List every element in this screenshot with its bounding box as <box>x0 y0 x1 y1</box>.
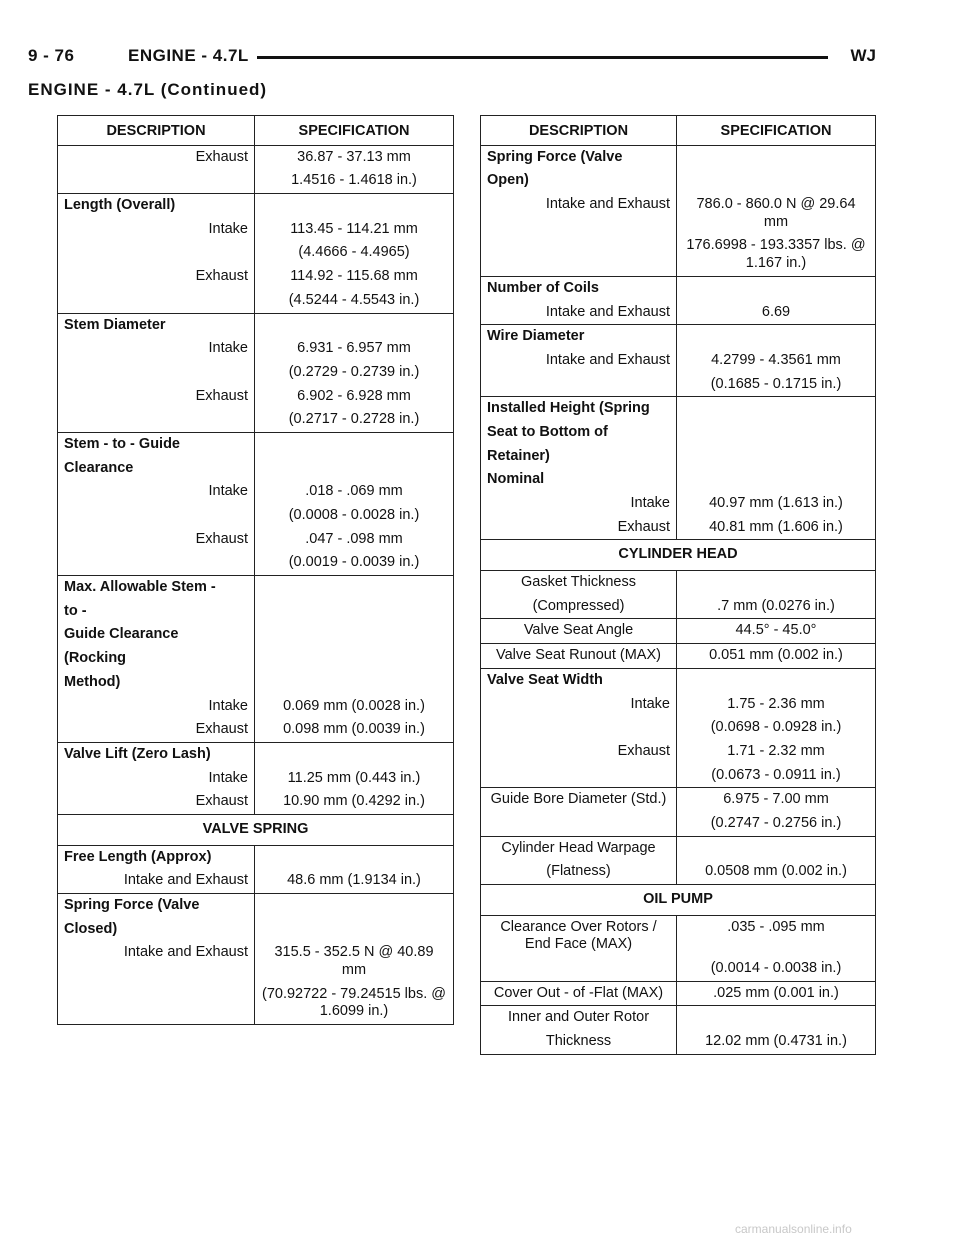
table-row <box>481 301 876 325</box>
table-row <box>58 169 454 193</box>
description-cell: Intake <box>58 695 255 719</box>
description-cell: Thickness <box>481 1030 677 1054</box>
table-row <box>481 169 876 193</box>
specification-cell <box>677 397 876 421</box>
spec-table-right <box>480 115 876 1055</box>
specification-cell: (0.2717 - 0.2728 in.) <box>255 408 454 432</box>
description-cell: Exhaust <box>481 516 677 540</box>
description-cell: Length (Overall) <box>58 194 255 218</box>
description-cell: Intake and Exhaust <box>58 941 255 982</box>
description-cell <box>481 812 677 836</box>
specification-cell: 40.81 mm (1.606 in.) <box>677 516 876 540</box>
model-code: WJ <box>845 46 877 66</box>
table-row <box>58 551 454 575</box>
page-header <box>28 46 876 70</box>
specification-cell: (0.0698 - 0.0928 in.) <box>677 716 876 740</box>
description-cell: Valve Seat Runout (MAX) <box>481 644 677 669</box>
specification-cell: (0.0014 - 0.0038 in.) <box>677 957 876 981</box>
table-row <box>481 788 876 812</box>
specification-cell: 6.902 - 6.928 mm <box>255 385 454 409</box>
table-row <box>481 981 876 1006</box>
specification-cell <box>677 445 876 469</box>
specification-cell <box>255 313 454 337</box>
specification-cell: 10.90 mm (0.4292 in.) <box>255 790 454 814</box>
description-cell: Intake <box>58 218 255 242</box>
table-row <box>58 941 454 982</box>
description-cell: Clearance Over Rotors / End Face (MAX) <box>481 915 677 957</box>
watermark: carmanualsonline.info <box>735 1222 852 1236</box>
description-cell: Valve Seat Angle <box>481 619 677 644</box>
description-cell: Stem - to - Guide <box>58 432 255 456</box>
specification-cell: 12.02 mm (0.4731 in.) <box>677 1030 876 1054</box>
specification-cell: (0.0008 - 0.0028 in.) <box>255 504 454 528</box>
description-cell: Exhaust <box>58 528 255 552</box>
description-cell: Intake <box>481 693 677 717</box>
specification-cell: 113.45 - 114.21 mm <box>255 218 454 242</box>
table-row <box>58 504 454 528</box>
specification-cell: 4.2799 - 4.3561 mm <box>677 349 876 373</box>
table-row <box>58 576 454 600</box>
description-cell: Intake <box>58 337 255 361</box>
specification-cell <box>255 918 454 942</box>
description-cell: Retainer) <box>481 445 677 469</box>
section-title: ENGINE - 4.7L <box>128 46 257 66</box>
description-cell <box>58 983 255 1025</box>
description-cell: Exhaust <box>58 790 255 814</box>
spec-table-left <box>57 115 454 1025</box>
description-cell: Nominal <box>481 468 677 492</box>
description-cell: Intake and Exhaust <box>58 869 255 893</box>
description-cell: Exhaust <box>58 145 255 169</box>
column-header-specification: SPECIFICATION <box>677 116 876 146</box>
description-cell: Installed Height (Spring <box>481 397 677 421</box>
table-row <box>58 194 454 218</box>
description-cell: Open) <box>481 169 677 193</box>
description-cell: Wire Diameter <box>481 325 677 349</box>
specification-cell: .025 mm (0.001 in.) <box>677 981 876 1006</box>
specification-cell: 11.25 mm (0.443 in.) <box>255 767 454 791</box>
table-row <box>481 1006 876 1030</box>
table-row <box>58 918 454 942</box>
table-row <box>58 528 454 552</box>
table-row <box>58 695 454 719</box>
specification-cell: .7 mm (0.0276 in.) <box>677 595 876 619</box>
description-cell <box>481 716 677 740</box>
table-row <box>58 983 454 1025</box>
description-cell: Number of Coils <box>481 276 677 300</box>
table-row <box>481 693 876 717</box>
table-row <box>481 812 876 836</box>
table-row <box>481 957 876 981</box>
table-row <box>58 869 454 893</box>
description-cell: Free Length (Approx) <box>58 845 255 869</box>
specification-cell: .035 - .095 mm <box>677 915 876 957</box>
table-row <box>481 397 876 421</box>
specification-cell <box>255 194 454 218</box>
description-cell <box>481 764 677 788</box>
table-row <box>58 790 454 814</box>
specification-cell <box>677 421 876 445</box>
description-cell: Max. Allowable Stem - <box>58 576 255 600</box>
table-row <box>58 289 454 313</box>
description-cell: (Compressed) <box>481 595 677 619</box>
specification-cell <box>677 145 876 169</box>
table-row <box>58 600 454 624</box>
section-header: OIL PUMP <box>481 885 876 916</box>
description-cell <box>481 373 677 397</box>
specification-cell <box>255 647 454 671</box>
specification-cell <box>677 169 876 193</box>
description-cell: Intake and Exhaust <box>481 301 677 325</box>
description-cell: Stem Diameter <box>58 313 255 337</box>
table-row <box>58 767 454 791</box>
description-cell: Exhaust <box>58 265 255 289</box>
table-row <box>481 325 876 349</box>
specification-cell <box>677 325 876 349</box>
table-row <box>481 915 876 957</box>
specification-cell <box>255 671 454 695</box>
specification-cell: 176.6998 - 193.3357 lbs. @ 1.167 in.) <box>677 234 876 276</box>
description-cell: Spring Force (Valve <box>481 145 677 169</box>
description-cell: Intake <box>481 492 677 516</box>
description-cell <box>58 551 255 575</box>
column-header-specification: SPECIFICATION <box>255 116 454 146</box>
specification-cell: 0.051 mm (0.002 in.) <box>677 644 876 669</box>
header-rule <box>188 56 828 59</box>
description-cell: Guide Clearance <box>58 623 255 647</box>
specification-cell: 315.5 - 352.5 N @ 40.89 mm <box>255 941 454 982</box>
specification-cell <box>255 457 454 481</box>
description-cell: Intake <box>58 480 255 504</box>
table-row <box>58 218 454 242</box>
description-cell: (Rocking <box>58 647 255 671</box>
table-row <box>481 373 876 397</box>
description-cell <box>58 408 255 432</box>
specification-cell <box>255 432 454 456</box>
specification-cell: (0.1685 - 0.1715 in.) <box>677 373 876 397</box>
table-row <box>58 408 454 432</box>
table-row <box>58 313 454 337</box>
specification-cell: 6.975 - 7.00 mm <box>677 788 876 812</box>
table-row <box>58 241 454 265</box>
specification-cell: (70.92722 - 79.24515 lbs. @ 1.6099 in.) <box>255 983 454 1025</box>
table-row <box>481 644 876 669</box>
specification-cell: (4.4666 - 4.4965) <box>255 241 454 265</box>
description-cell: Gasket Thickness <box>481 571 677 595</box>
description-cell: Spring Force (Valve <box>58 894 255 918</box>
description-cell: Cylinder Head Warpage <box>481 836 677 860</box>
table-row <box>481 619 876 644</box>
table-row <box>481 836 876 860</box>
table-row <box>58 265 454 289</box>
specification-cell: .018 - .069 mm <box>255 480 454 504</box>
table-row <box>481 595 876 619</box>
specification-cell: 36.87 - 37.13 mm <box>255 145 454 169</box>
table-row <box>58 432 454 456</box>
description-cell: Cover Out - of -Flat (MAX) <box>481 981 677 1006</box>
specification-cell: 0.0508 mm (0.002 in.) <box>677 860 876 884</box>
specification-cell: 44.5° - 45.0° <box>677 619 876 644</box>
description-cell <box>58 289 255 313</box>
description-cell <box>58 169 255 193</box>
specification-cell: 1.4516 - 1.4618 in.) <box>255 169 454 193</box>
description-cell: Closed) <box>58 918 255 942</box>
specification-cell <box>255 623 454 647</box>
table-row <box>58 671 454 695</box>
specification-cell: (4.5244 - 4.5543 in.) <box>255 289 454 313</box>
table-row <box>58 894 454 918</box>
specification-cell <box>677 1006 876 1030</box>
specification-cell <box>255 845 454 869</box>
table-row <box>481 421 876 445</box>
table-row <box>481 516 876 540</box>
description-cell: to - <box>58 600 255 624</box>
specification-cell: .047 - .098 mm <box>255 528 454 552</box>
table-row <box>58 480 454 504</box>
description-cell: Exhaust <box>58 385 255 409</box>
table-row <box>481 349 876 373</box>
specification-cell: 0.069 mm (0.0028 in.) <box>255 695 454 719</box>
specification-cell <box>677 468 876 492</box>
specification-cell: (0.2729 - 0.2739 in.) <box>255 361 454 385</box>
table-row <box>481 860 876 884</box>
continued-title: ENGINE - 4.7L (Continued) <box>28 80 268 99</box>
description-cell: Valve Seat Width <box>481 668 677 692</box>
table-row <box>58 623 454 647</box>
specification-cell: 40.97 mm (1.613 in.) <box>677 492 876 516</box>
description-cell: Intake and Exhaust <box>481 193 677 234</box>
page-number: 9 - 76 <box>28 46 75 65</box>
description-cell <box>58 504 255 528</box>
table-row <box>481 145 876 169</box>
section-header-row <box>58 814 454 845</box>
table-row <box>481 445 876 469</box>
specification-cell: 786.0 - 860.0 N @ 29.64 mm <box>677 193 876 234</box>
specification-cell: 6.931 - 6.957 mm <box>255 337 454 361</box>
table-row <box>481 193 876 234</box>
specification-cell: 48.6 mm (1.9134 in.) <box>255 869 454 893</box>
section-header: CYLINDER HEAD <box>481 540 876 571</box>
table-row <box>481 764 876 788</box>
description-cell: Seat to Bottom of <box>481 421 677 445</box>
specification-cell: (0.0673 - 0.0911 in.) <box>677 764 876 788</box>
table-row <box>481 468 876 492</box>
table-row <box>481 668 876 692</box>
description-cell <box>481 234 677 276</box>
specification-cell: 0.098 mm (0.0039 in.) <box>255 718 454 742</box>
table-row <box>481 276 876 300</box>
specification-cell: (0.2747 - 0.2756 in.) <box>677 812 876 836</box>
specification-cell <box>677 571 876 595</box>
table-row <box>481 234 876 276</box>
table-row <box>58 337 454 361</box>
description-cell: Clearance <box>58 457 255 481</box>
description-cell: Exhaust <box>58 718 255 742</box>
table-row <box>481 716 876 740</box>
specification-cell <box>255 600 454 624</box>
table-row <box>58 361 454 385</box>
description-cell: Valve Lift (Zero Lash) <box>58 742 255 766</box>
column-header-description: DESCRIPTION <box>58 116 255 146</box>
specification-cell: 1.71 - 2.32 mm <box>677 740 876 764</box>
description-cell: Intake <box>58 767 255 791</box>
specification-cell: 6.69 <box>677 301 876 325</box>
table-row <box>58 385 454 409</box>
description-cell <box>58 361 255 385</box>
description-cell: Inner and Outer Rotor <box>481 1006 677 1030</box>
description-cell: Method) <box>58 671 255 695</box>
table-row <box>481 492 876 516</box>
table-row <box>58 647 454 671</box>
column-header-description: DESCRIPTION <box>481 116 677 146</box>
description-cell <box>58 241 255 265</box>
table-row <box>481 571 876 595</box>
table-row <box>58 742 454 766</box>
section-header-row <box>481 540 876 571</box>
description-cell: Guide Bore Diameter (Std.) <box>481 788 677 812</box>
description-cell: (Flatness) <box>481 860 677 884</box>
description-cell: Intake and Exhaust <box>481 349 677 373</box>
specification-cell: 1.75 - 2.36 mm <box>677 693 876 717</box>
description-cell <box>481 957 677 981</box>
specification-cell <box>677 276 876 300</box>
specification-cell <box>255 894 454 918</box>
table-row <box>481 1030 876 1054</box>
specification-cell <box>677 668 876 692</box>
table-row <box>481 740 876 764</box>
description-cell: Exhaust <box>481 740 677 764</box>
table-row <box>58 457 454 481</box>
specification-cell: 114.92 - 115.68 mm <box>255 265 454 289</box>
specification-cell: (0.0019 - 0.0039 in.) <box>255 551 454 575</box>
specification-cell <box>677 836 876 860</box>
table-row <box>58 718 454 742</box>
specification-cell <box>255 576 454 600</box>
table-row <box>58 845 454 869</box>
section-header: VALVE SPRING <box>58 814 454 845</box>
section-header-row <box>481 885 876 916</box>
table-row <box>58 145 454 169</box>
specification-cell <box>255 742 454 766</box>
